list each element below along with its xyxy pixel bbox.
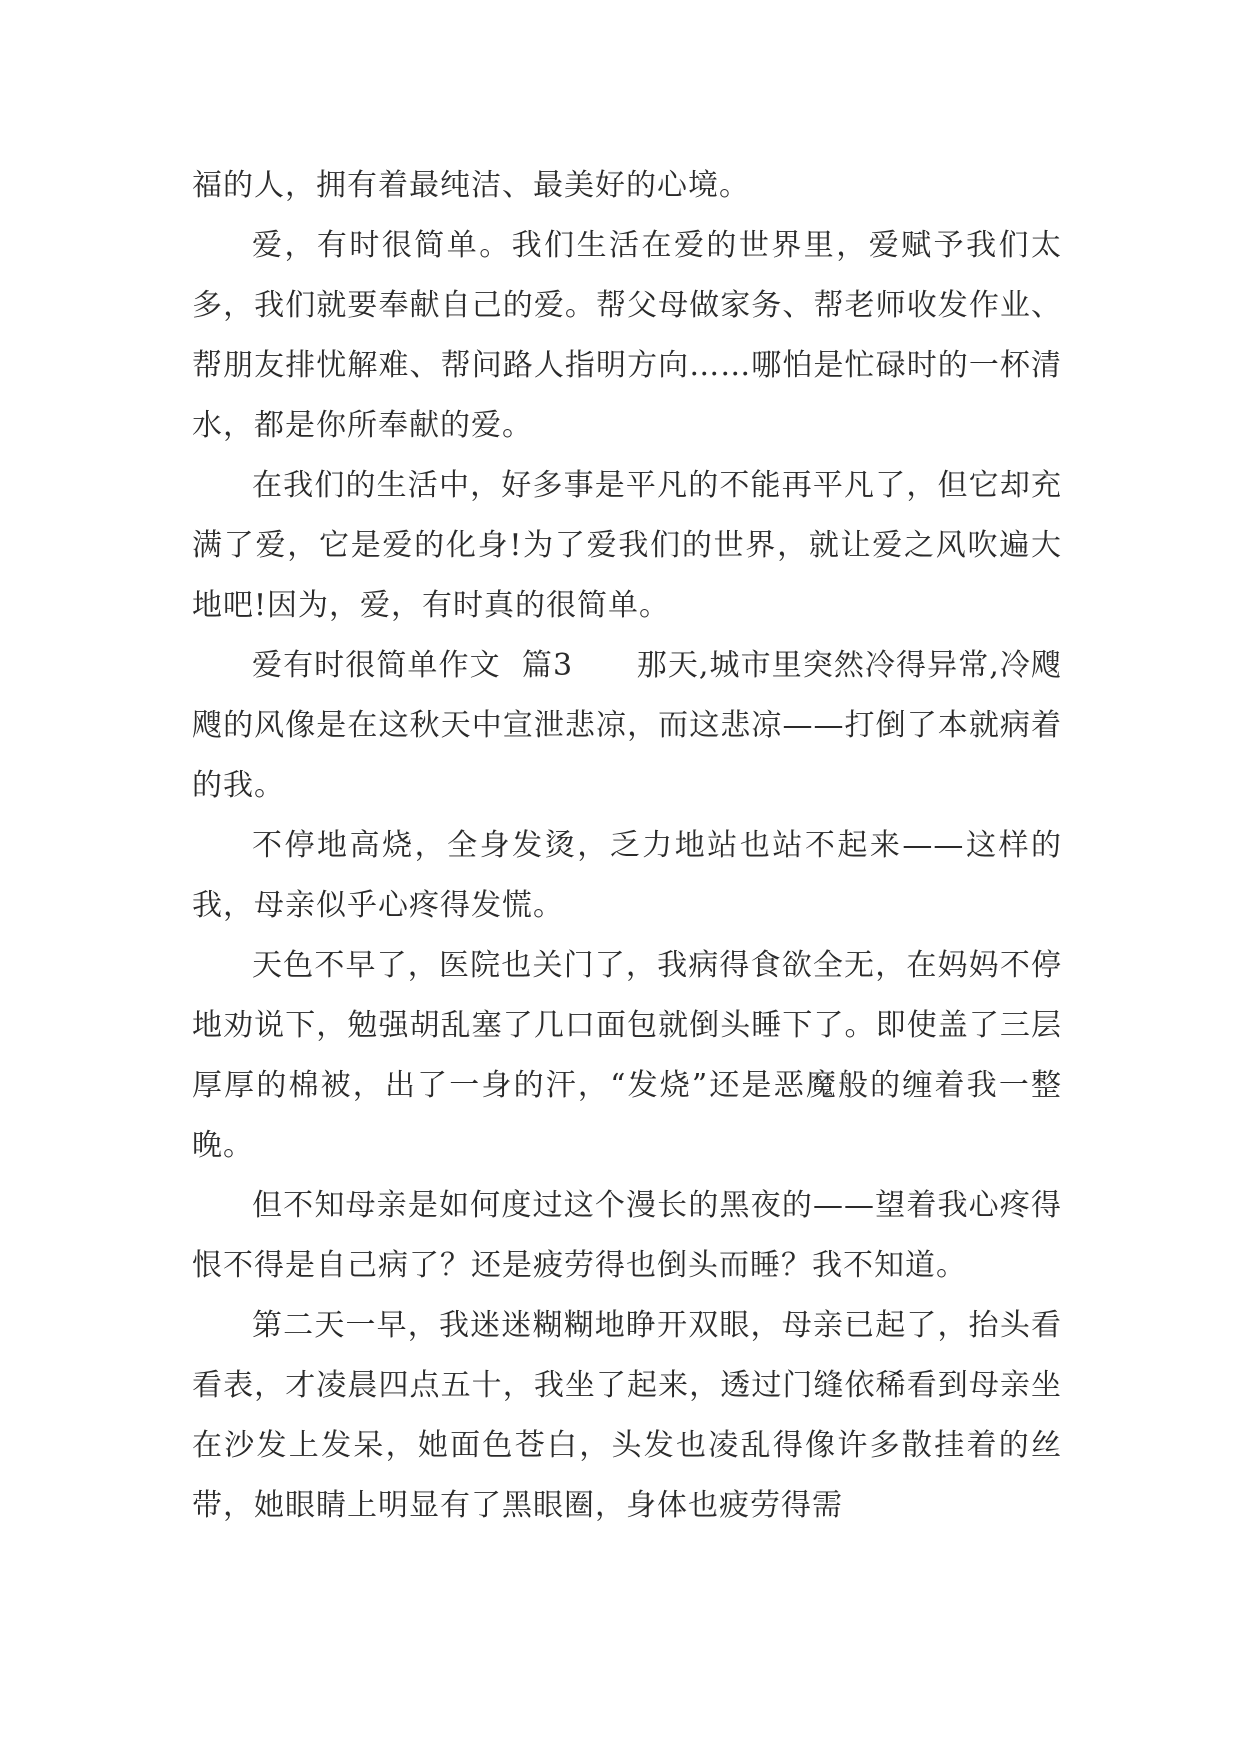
- document-body: [192, 156, 1062, 1536]
- paragraph-5: 不停地高烧，全身发烫，乏力地站也站不起来——这样的我，母亲似乎心疼得发慌。: [192, 828, 1062, 923]
- paragraph-2: 爱，有时很简单。我们生活在爱的世界里，爱赋予我们太多，我们就要奉献自己的爱。帮父母做家务、帮老师收发作业、帮朋友排忧解难、帮问路人指明方向……哪怕是忙碌时的一杯清水，都是你所奉献的爱。: [192, 228, 1062, 443]
- paragraph-1: 福的人，拥有着最纯洁、最美好的心境。: [192, 168, 750, 203]
- paragraph-3: 在我们的生活中，好多事是平凡的不能再平凡了，但它却充满了爱，它是爱的化身!为了爱我们的世界，就让爱之风吹遍大地吧!因为，爱，有时真的很简单。: [192, 468, 1062, 623]
- paragraph-6: 天色不早了，医院也关门了，我病得食欲全无，在妈妈不停地劝说下，勉强胡乱塞了几口面包就倒头睡下了。即使盖了三层厚厚的棉被，出了一身的汗，“发烧”还是恶魔般的缠着我一整晚。: [192, 948, 1062, 1163]
- paragraph-7: 但不知母亲是如何度过这个漫长的黑夜的——望着我心疼得恨不得是自己病了？还是疲劳得也倒头而睡？我不知道。: [192, 1188, 1062, 1283]
- paragraph-4: 爱有时很简单作文 篇3 那天,城市里突然冷得异常,冷飕飕的风像是在这秋天中宣泄悲凉，而这悲凉——打倒了本就病着的我。: [192, 648, 1062, 803]
- paragraph-8: 第二天一早，我迷迷糊糊地睁开双眼，母亲已起了，抬头看看表，才凌晨四点五十，我坐了起来，透过门缝依稀看到母亲坐在沙发上发呆，她面色苍白，头发也凌乱得像许多散挂着的丝带，她眼睛上明显有了黑眼圈，身体也疲劳得需: [192, 1308, 1062, 1523]
